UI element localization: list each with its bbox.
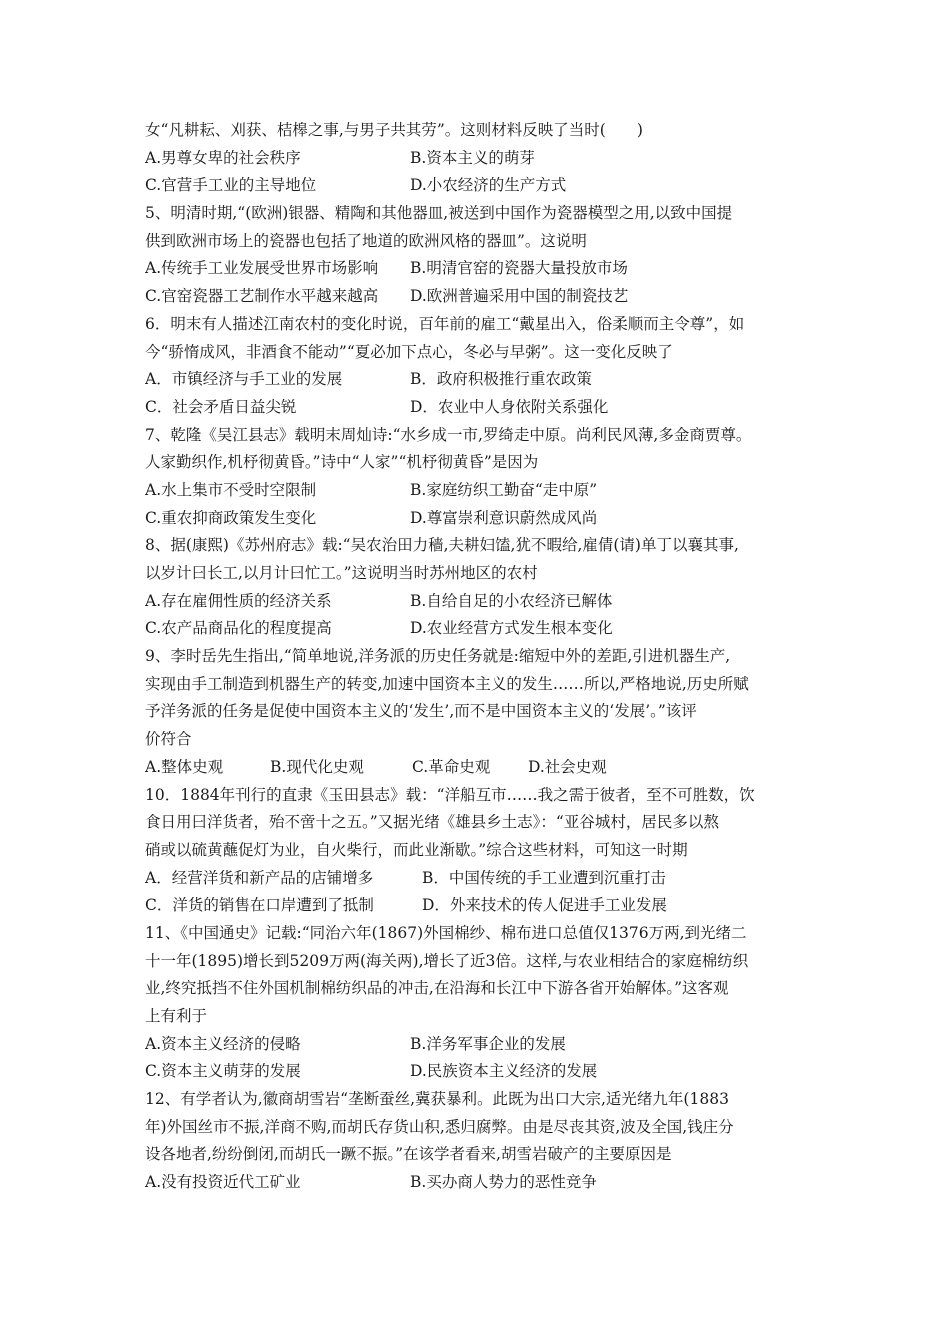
question-8-stem-line-1: 8、据(康熙)《苏州府志》载:“吴农治田力穑,夫耕妇馌,犹不暇给,雇倩(请)单丁以襄其事, — [145, 536, 739, 555]
question-8-options-row-2 — [145, 615, 825, 643]
option-d: D.民族资本主义经济的发展 — [410, 1062, 598, 1081]
question-4-options-row-1 — [145, 145, 825, 173]
question-5-stem-line-1: 5、明清时期,“(欧洲)银器、精陶和其他器皿,被送到中国作为瓷器模型之用,以致中国提 — [145, 204, 733, 223]
option-b: B．政府积极推行重农政策 — [410, 370, 592, 389]
question-10-stem-line-1: 10．1884年刊行的直隶《玉田县志》载：“洋船互市……我之需于彼者，至不可胜数，饮 — [145, 785, 755, 804]
option-c: C．洋货的销售在口岸遭到了抵制 — [145, 896, 374, 915]
question-11-stem-line-1: 11、《中国通史》记载:“同治六年(1867)外国棉纱、棉布进口总值仅1376万两,到光绪二 — [145, 923, 747, 942]
question-6-stem-line-1: 6．明末有人描述江南农村的变化时说，百年前的雇工“戴星出入，俗柔顺而主令尊”，如 — [145, 314, 745, 333]
option-d: D.尊富崇利意识蔚然成风尚 — [410, 508, 598, 527]
question-9-stem-line-3: 予洋务派的任务是促使中国资本主义的‘发生’,而不是中国资本主义的‘发展’。”该评 — [145, 702, 697, 721]
question-8-options-row-1 — [145, 588, 825, 616]
question-5-options-row-2 — [145, 283, 825, 311]
question-11-stem-line-4: 上有利于 — [145, 1007, 208, 1025]
option-b: B.资本主义的萌芽 — [410, 148, 535, 167]
question-6-stem-line-2: 今“骄惰成风，非酒食不能动”“夏必加下点心，冬必与早粥”。这一变化反映了 — [145, 342, 673, 361]
option-a: A.男尊女卑的社会秩序 — [145, 148, 301, 167]
question-11-stem-line-3: 业,终究抵挡不住外国机制棉纺织品的冲击,在沿海和长江中下游各省开始解体。”这客观 — [145, 979, 729, 998]
option-c: C.革命史观 — [412, 757, 491, 776]
option-b: B.自给自足的小农经济已解体 — [410, 591, 613, 610]
option-c: C.官营手工业的主导地位 — [145, 176, 317, 195]
option-a: A.传统手工业发展受世界市场影响 — [145, 259, 379, 278]
option-b: B.明清官窑的瓷器大量投放市场 — [410, 259, 628, 278]
option-d: D．农业中人身依附关系强化 — [410, 397, 609, 416]
option-c: C.资本主义萌芽的发展 — [145, 1062, 301, 1081]
option-d: D.农业经营方式发生根本变化 — [410, 619, 613, 638]
option-a: A.资本主义经济的侵略 — [145, 1034, 301, 1053]
option-a: A．市镇经济与手工业的发展 — [145, 370, 343, 389]
question-11-options-row-2 — [145, 1058, 825, 1086]
option-c: C．社会矛盾日益尖锐 — [145, 397, 297, 416]
option-b: B.现代化史观 — [270, 757, 364, 776]
question-12-options-row-1 — [145, 1169, 825, 1197]
question-7-options-row-1 — [145, 477, 825, 505]
option-c: C.农产品商品化的程度提高 — [145, 619, 332, 638]
question-6-options-row-2 — [145, 394, 825, 422]
question-11-stem-line-2: 十一年(1895)增长到5209万两(海关两),增长了近3倍。这样,与农业相结合的家庭棉纺织 — [145, 951, 749, 970]
option-c: C.官窑瓷器工艺制作水平越来越高 — [145, 287, 379, 306]
question-9-stem-line-2: 实现由手工制造到机器生产的转变,加速中国资本主义的发生……所以,严格地说,历史所赋 — [145, 674, 749, 693]
option-b: B.家庭纺织工勤奋“走中原” — [410, 480, 598, 499]
option-b: B．中国传统的手工业遭到沉重打击 — [422, 868, 666, 887]
question-4-options-row-2 — [145, 172, 825, 200]
option-a: A．经营洋货和新产品的店铺增多 — [145, 868, 374, 887]
question-10-stem-line-3: 硝或以硫黄蘸促灯为业，自火柴行，而此业渐歇。”综合这些材料，可知这一时期 — [145, 840, 688, 859]
question-5-stem-line-2: 供到欧洲市场上的瓷器也包括了地道的欧洲风格的器皿”。这说明 — [145, 231, 587, 250]
question-7-options-row-2 — [145, 505, 825, 533]
option-d: D.社会史观 — [528, 757, 607, 776]
option-a: A.存在雇佣性质的经济关系 — [145, 591, 332, 610]
question-5-options-row-1 — [145, 255, 825, 283]
question-10-options-row-1 — [145, 865, 825, 893]
option-a: A.水上集市不受时空限制 — [145, 480, 317, 499]
question-7-stem-line-2: 人家勤织作,机杼彻黄昏。”诗中“人家”“机杼彻黄昏”是因为 — [145, 453, 539, 472]
question-4-stem: 女“凡耕耘、刈获、桔槔之事,与男子共其劳”。这则材料反映了当时( ) — [145, 121, 643, 139]
option-a: A.整体史观 — [145, 757, 224, 776]
option-d: D.小农经济的生产方式 — [410, 176, 567, 195]
question-11-options-row-1 — [145, 1031, 825, 1059]
question-9-stem-line-4: 价符合 — [145, 730, 192, 749]
question-10-stem-line-2: 食日用曰洋货者，殆不啻十之五。”又据光绪《雄县乡土志》：“亚谷城村，居民多以熬 — [145, 813, 719, 832]
question-10-options-row-2 — [145, 892, 825, 920]
option-b: B.买办商人势力的恶性竞争 — [410, 1173, 597, 1192]
option-b: B.洋务军事企业的发展 — [410, 1034, 566, 1053]
option-c: C.重农抑商政策发生变化 — [145, 508, 317, 527]
question-12-stem-line-3: 设各地者,纷纷倒闭,而胡氏一蹶不振。”在该学者看来,胡雪岩破产的主要原因是 — [145, 1145, 672, 1164]
question-8-stem-line-2: 以岁计曰长工,以月计曰忙工。”这说明当时苏州地区的农村 — [145, 564, 538, 582]
question-12-stem-line-2: 年)外国丝市不振,洋商不购,而胡氏存货山积,悉归腐弊。由是尽丧其资,波及全国,钱庄分 — [145, 1117, 734, 1136]
option-d: D.欧洲普遍采用中国的制瓷技艺 — [410, 287, 629, 306]
question-6-options-row-1 — [145, 366, 825, 394]
question-7-stem-line-1: 7、乾隆《吴江县志》载明末周灿诗:“水乡成一市,罗绮走中原。尚利民风薄,多金商贾尊。 — [145, 425, 752, 444]
question-9-stem-line-1: 9、李时岳先生指出,“简单地说,洋务派的历史任务就是:缩短中外的差距,引进机器生产, — [145, 647, 731, 666]
question-list — [145, 117, 825, 1197]
question-12-stem-line-1: 12、有学者认为,徽商胡雪岩“垄断蚕丝,冀获暴利。此既为出口大宗,适光绪九年(1883 — [145, 1090, 729, 1109]
option-d: D．外来技术的传人促进手工业发展 — [422, 896, 667, 915]
question-9-options-row — [145, 754, 825, 782]
option-a: A.没有投资近代工矿业 — [145, 1173, 301, 1192]
